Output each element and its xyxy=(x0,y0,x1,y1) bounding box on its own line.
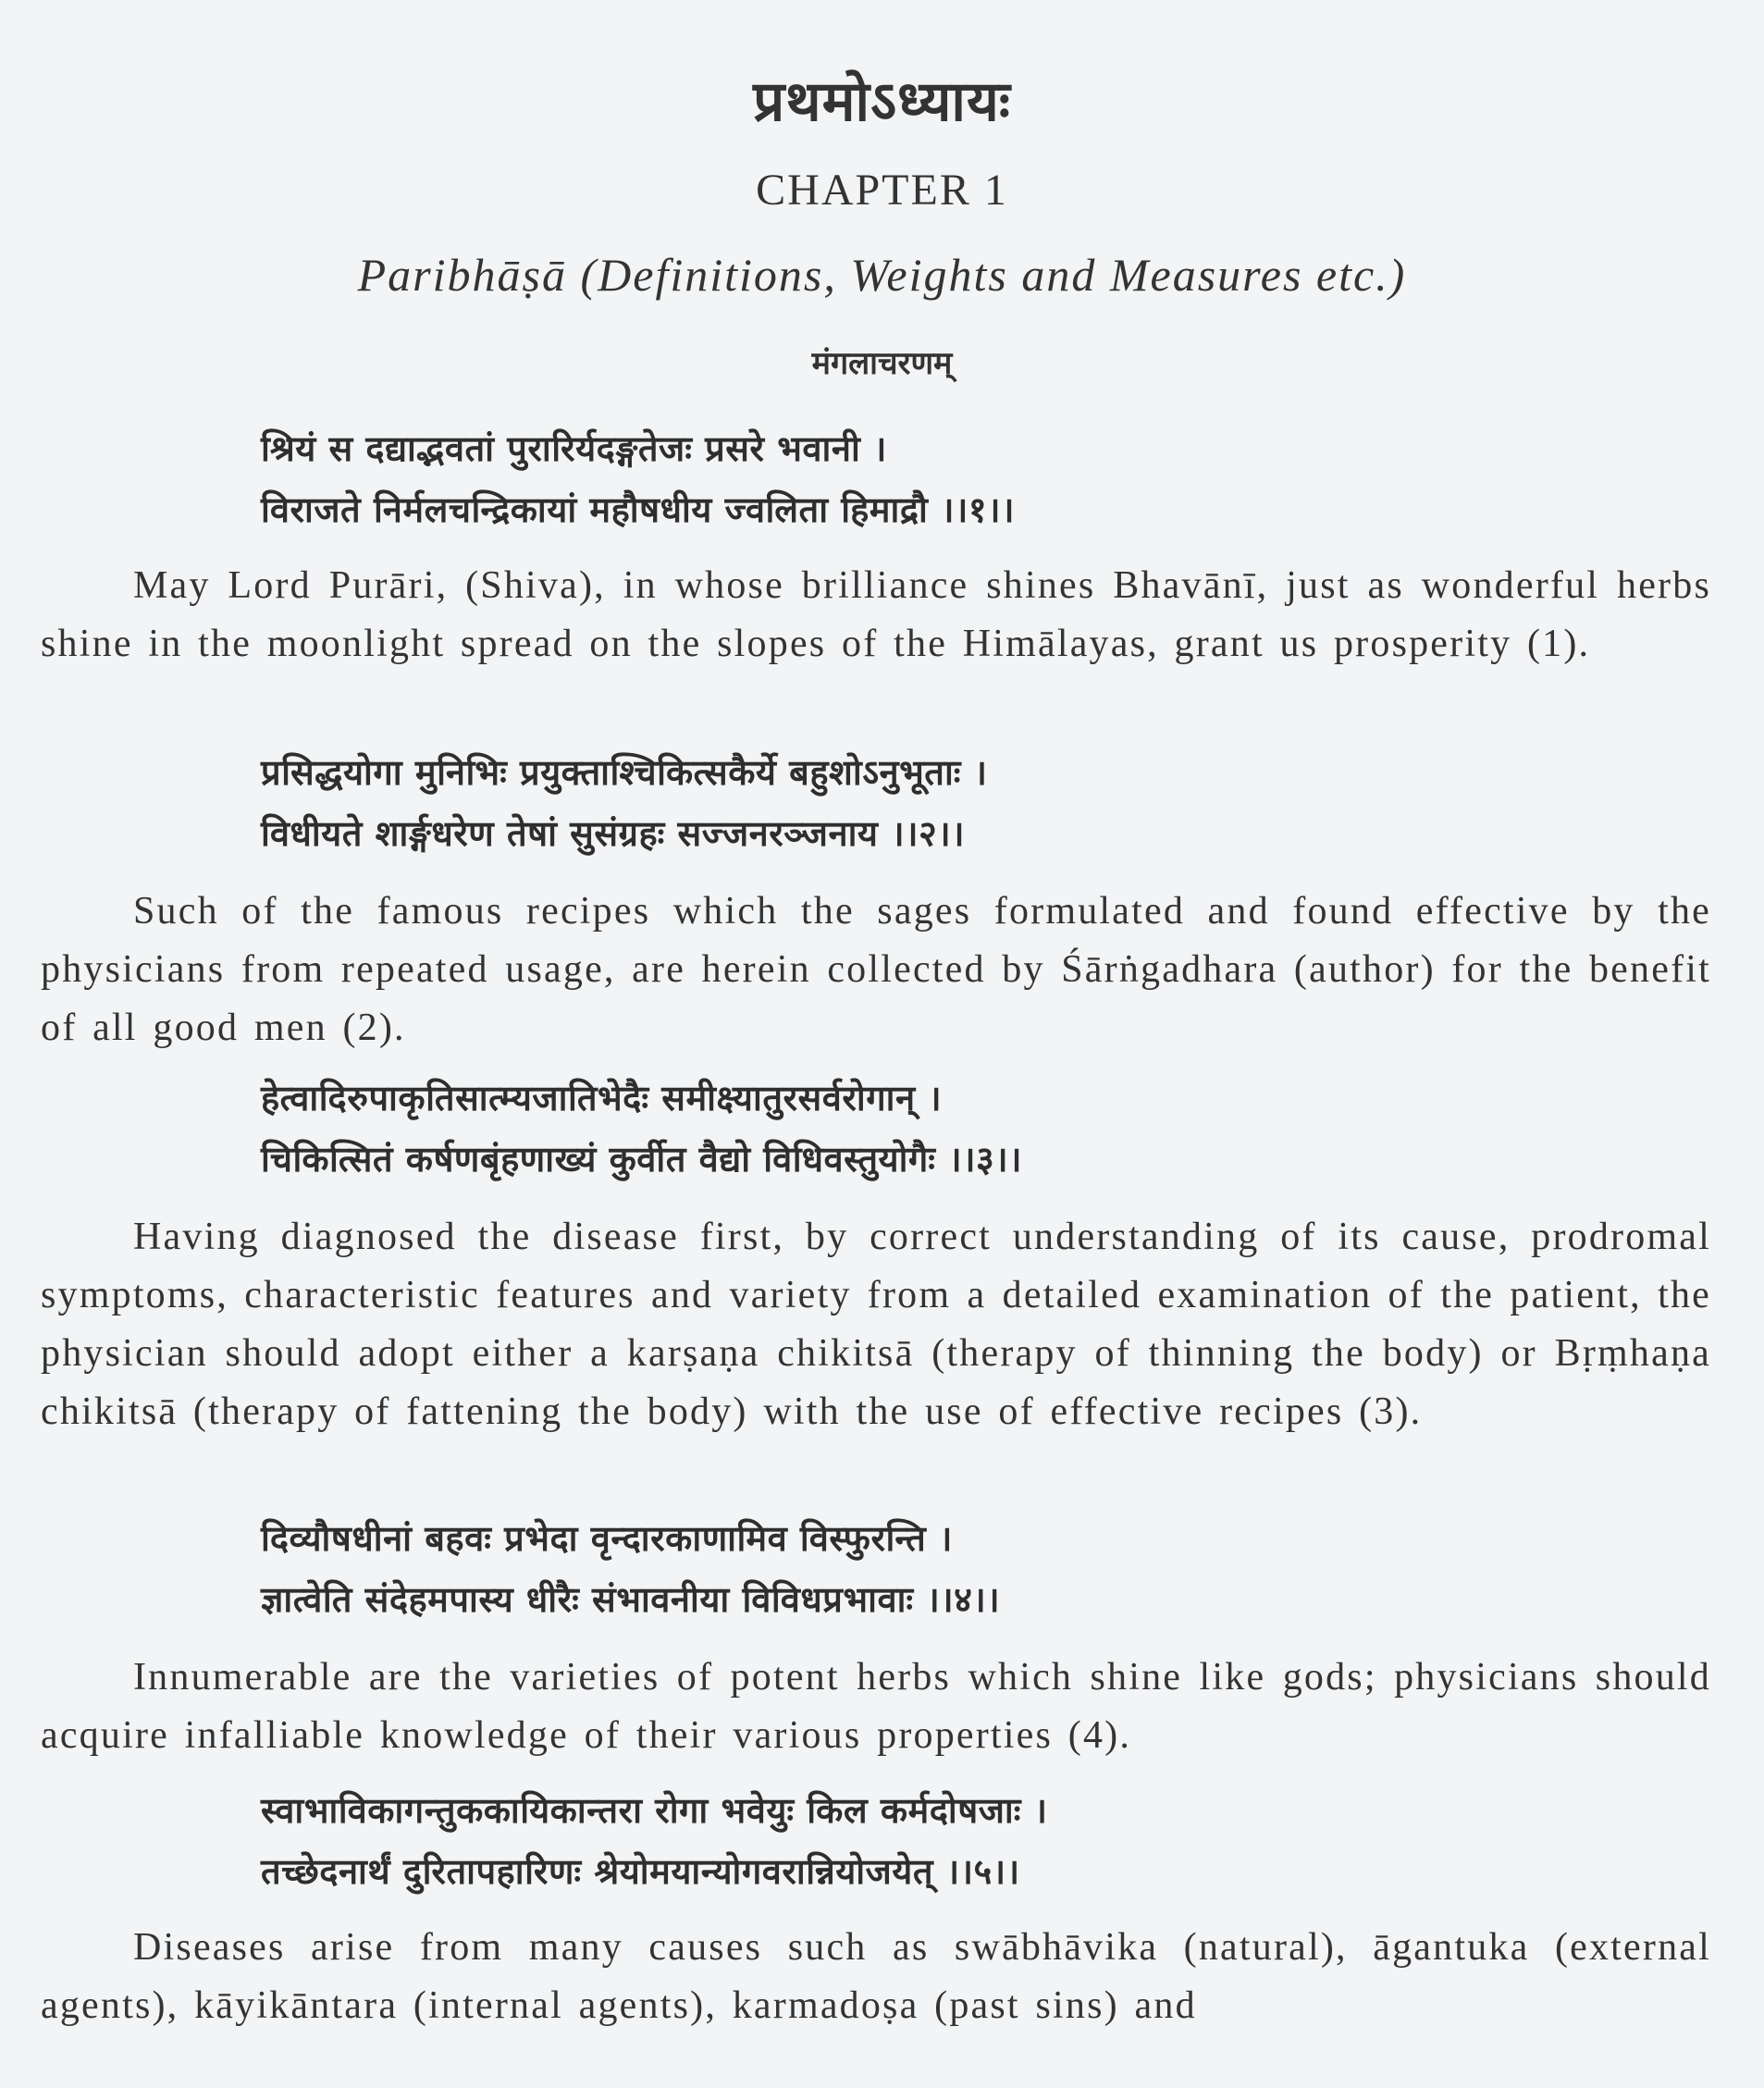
verse-5-line-2: तच्छेदनार्थं दुरितापहारिणः श्रेयोमयान्योगवरान्नियोजयेत् ।।५।। xyxy=(261,1851,1020,1892)
translation-1-text: May Lord Purāri, (Shiva), in whose brilliance shines Bhavānī, just as wonderful herbs shine in the moonlight spread on the slopes of the Himālayas, grant us prosperity (1). xyxy=(41,564,1711,665)
translation-5 xyxy=(41,1919,1711,2035)
invocation-heading: मंगलाचरणम् xyxy=(811,345,953,382)
translation-2 xyxy=(41,883,1711,1057)
translation-2-text: Such of the famous recipes which the sages formulated and found effective by the physicians from repeated usage, are herein collected by Śārṅgadhara (author) for the benefit of all good men (2). xyxy=(41,890,1711,1049)
verse-3-line-2: चिकित्सितं कर्षणबृंहणाख्यं कुर्वीत वैद्यो विधिवस्तुयोगैः ।।३।। xyxy=(261,1139,1023,1180)
verse-2-line-1: प्रसिद्धयोगा मुनिभिः प्रयुक्ताश्चिकित्सकैर्ये बहुशोऽनुभूताः । xyxy=(261,752,988,793)
verse-1-line-2: विराजते निर्मलचन्द्रिकायां महौषधीय ज्वलिता हिमाद्रौ ।।१।। xyxy=(261,489,1015,530)
translation-4-text: Innumerable are the varieties of potent herbs which shine like gods; physicians should acquire infalliable knowledge of their various properties (4). xyxy=(41,1656,1711,1757)
translation-3 xyxy=(41,1208,1711,1441)
verse-4-line-2: ज्ञात्वेति संदेहमपास्य धीरैः संभावनीया विविधप्रभावाः ।।४।। xyxy=(261,1579,1001,1620)
translation-1 xyxy=(41,557,1711,673)
chapter-number: CHAPTER 1 xyxy=(756,166,1008,215)
translation-5-text: Diseases arise from many causes such as swābhāvika (natural), āgantuka (external agents), kāyikāntara (internal agents), karmadoṣa (past sins) and xyxy=(41,1926,1711,2027)
translation-3-text: Having diagnosed the disease first, by correct understanding of its cause, prodromal symptoms, characteristic features and variety from a detailed examination of the patient, the physician should adopt either a karṣaṇa chikitsā (therapy of thinning the body) or Bṛṃhaṇa chikitsā (therapy of fattening the body) with the use of effective recipes (3). xyxy=(41,1216,1711,1433)
verse-5-line-1: स्वाभाविकागन्तुककायिकान्तरा रोगा भवेयुः किल कर्मदोषजाः । xyxy=(261,1790,1048,1831)
chapter-title-devanagari: प्रथमोऽध्यायः xyxy=(753,69,1011,134)
verse-3-line-1: हेत्वादिरुपाकृतिसात्म्यजातिभेदैः समीक्ष्यातुरसर्वरोगान् । xyxy=(261,1078,943,1118)
verse-4-line-1: दिव्यौषधीनां बहवः प्रभेदा वृन्दारकाणामिव विस्फुरन्ति । xyxy=(261,1518,953,1559)
verse-2-line-2: विधीयते शार्ङ्गधरेण तेषां सुसंग्रहः सज्जनरञ्जनाय ।।२।। xyxy=(261,813,966,854)
chapter-subtitle: Paribhāṣā (Definitions, Weights and Measures etc.) xyxy=(357,249,1407,301)
verse-1-line-1: श्रियं स दद्याद्भवतां पुरारिर्यदङ्गतेजः प्रसरे भवानी । xyxy=(261,428,887,469)
translation-4 xyxy=(41,1649,1711,1765)
